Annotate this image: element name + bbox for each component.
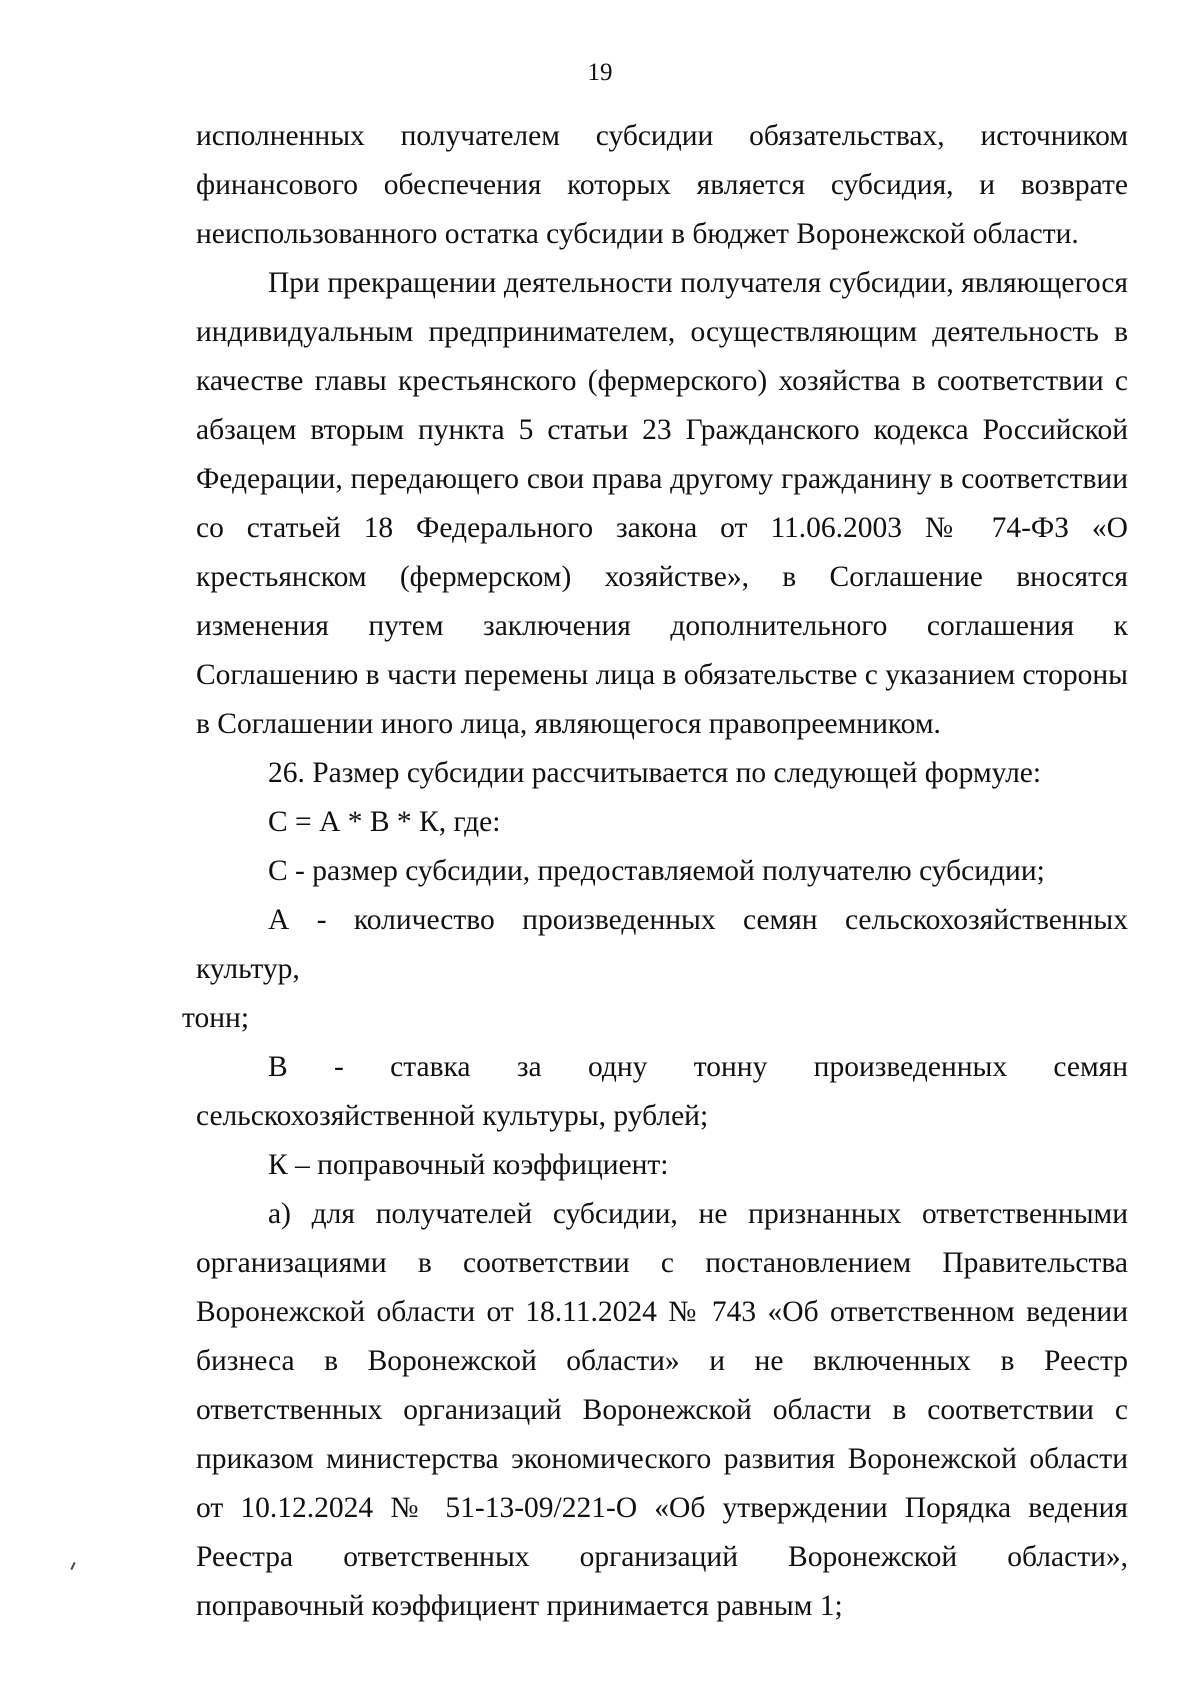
document-body bbox=[182, 112, 1128, 1631]
definition-a: А - количество произведенных семян сельскохозяйственных культур, bbox=[196, 904, 1128, 985]
definition-c: С - размер субсидии, предоставляемой получателю субсидии; bbox=[268, 855, 1045, 887]
paragraph-item-26: 26. Размер субсидии рассчитывается по следующей формуле: bbox=[268, 757, 1042, 789]
definition-b: В - ставка за одну тонну произведенных семян сельскохозяйственной культуры, рублей; bbox=[196, 1051, 1128, 1132]
definition-a-unit: тонн; bbox=[182, 1002, 250, 1034]
paragraph-continuation: исполненных получателем субсидии обязательствах, источником финансового обеспечения которых является субсидия, и возврате неиспользованного остатка субсидии в бюджет Воронежской области. bbox=[196, 120, 1128, 250]
definition-k: К – поправочный коэффициент: bbox=[268, 1149, 669, 1181]
subitem-a: а) для получателей субсидии, не признанных ответственными организациями в соответствии с постановлением Правительства Воронежской области от 18.11.2024 № 743 «Об ответственном ведении бизнеса в Воронежской области» и не включенных в Реестр ответственных организаций Воронежской области в соответствии с приказом министерства экономического развития Воронежской области от 10.12.2024 № 51-13-09/221-О «Об утверждении Порядка ведения Реестра ответственных организаций Воронежской области», поправочный коэффициент принимается равным 1; bbox=[196, 1198, 1128, 1622]
formula-line: С = А * В * К, где: bbox=[268, 806, 501, 838]
page-number: 19 bbox=[587, 59, 613, 86]
scan-speck bbox=[70, 1562, 75, 1570]
paragraph-termination-of-activity: При прекращении деятельности получателя субсидии, являющегося индивидуальным предпринимателем, осуществляющим деятельность в качестве главы крестьянского (фермерского) хозяйства в соответствии с абзацем вторым пункта 5 статьи 23 Гражданского кодекса Российской Федерации, передающего свои права другому гражданину в соответствии со статьей 18 Федерального закона от 11.06.2003 № 74-ФЗ «О крестьянском (фермерском) хозяйстве», в Соглашение вносятся изменения путем заключения дополнительного соглашения к Соглашению в части перемены лица в обязательстве с указанием стороны в Соглашении иного лица, являющегося правопреемником. bbox=[196, 267, 1128, 740]
